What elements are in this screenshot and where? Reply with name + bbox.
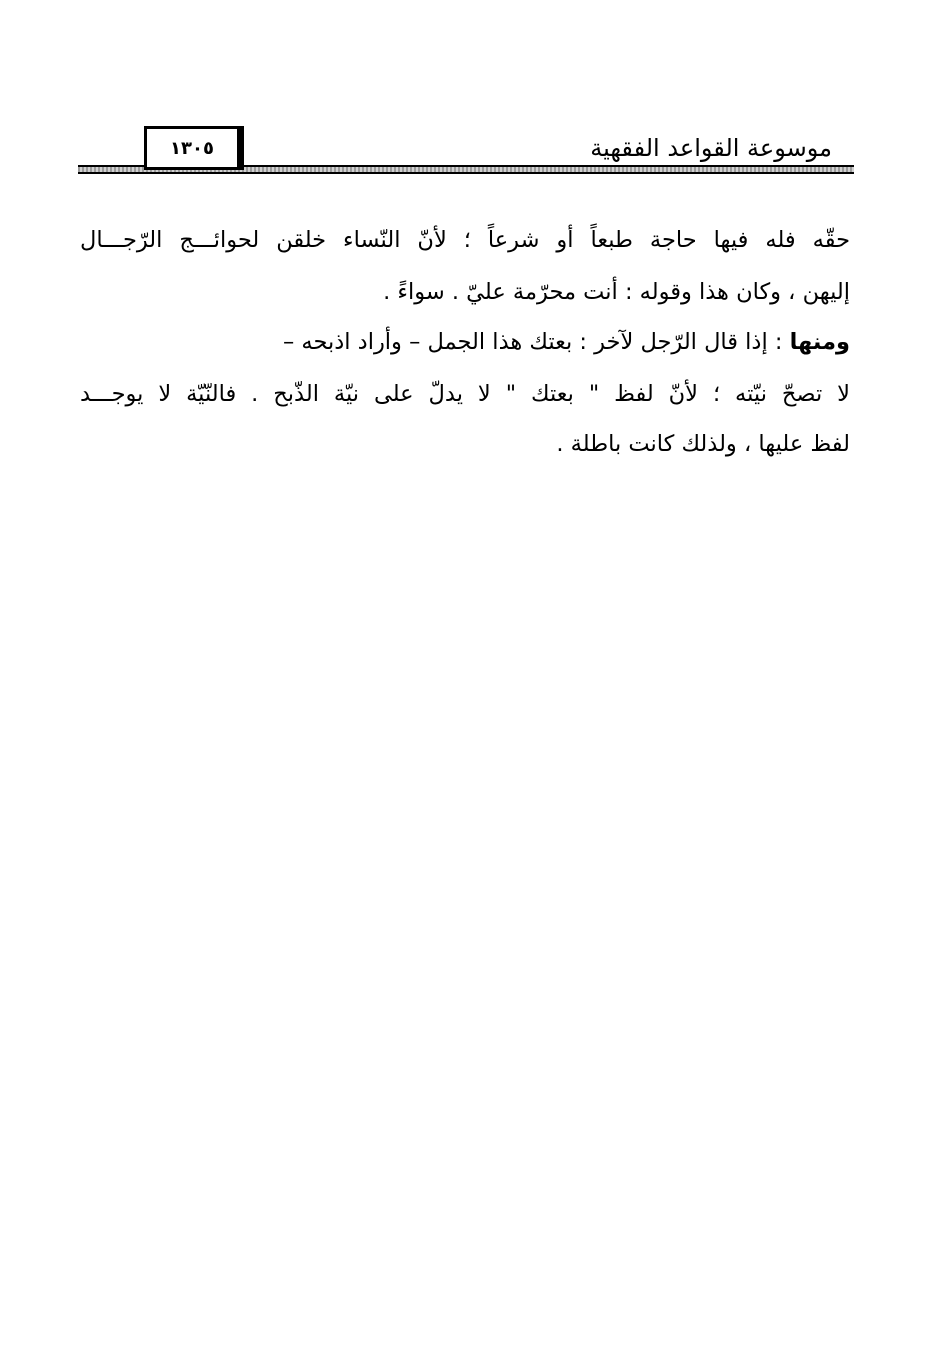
text-span: : إذا قال الرّجل لآخر : بعتك هذا الجمل – وأراد اذبحه – [283,329,790,355]
page-number: ١٣٠٥ [144,126,244,170]
running-title: موسوعة القواعد الفقهية [590,134,832,162]
text-line: إليهن ، وكان هذا وقوله : أنت محرّمة عليّ . سواءً . [383,279,850,305]
text-line: لا تصحّ نيّته ؛ لأنّ لفظ " بعتك " لا يدلّ على نيّة الذّبح . فالنّيّة لا يوجـــد [80,381,850,407]
text-line: لفظ عليها ، ولذلك كانت باطلة . [556,431,850,457]
text-line: حقّه فله فيها حاجة طبعاً أو شرعاً ؛ لأنّ النّساء خلقن لحوائـــج الرّجـــال [80,227,850,253]
page-header [78,118,854,180]
section-lead-word: ومنها [789,329,850,355]
text-line [283,322,850,362]
